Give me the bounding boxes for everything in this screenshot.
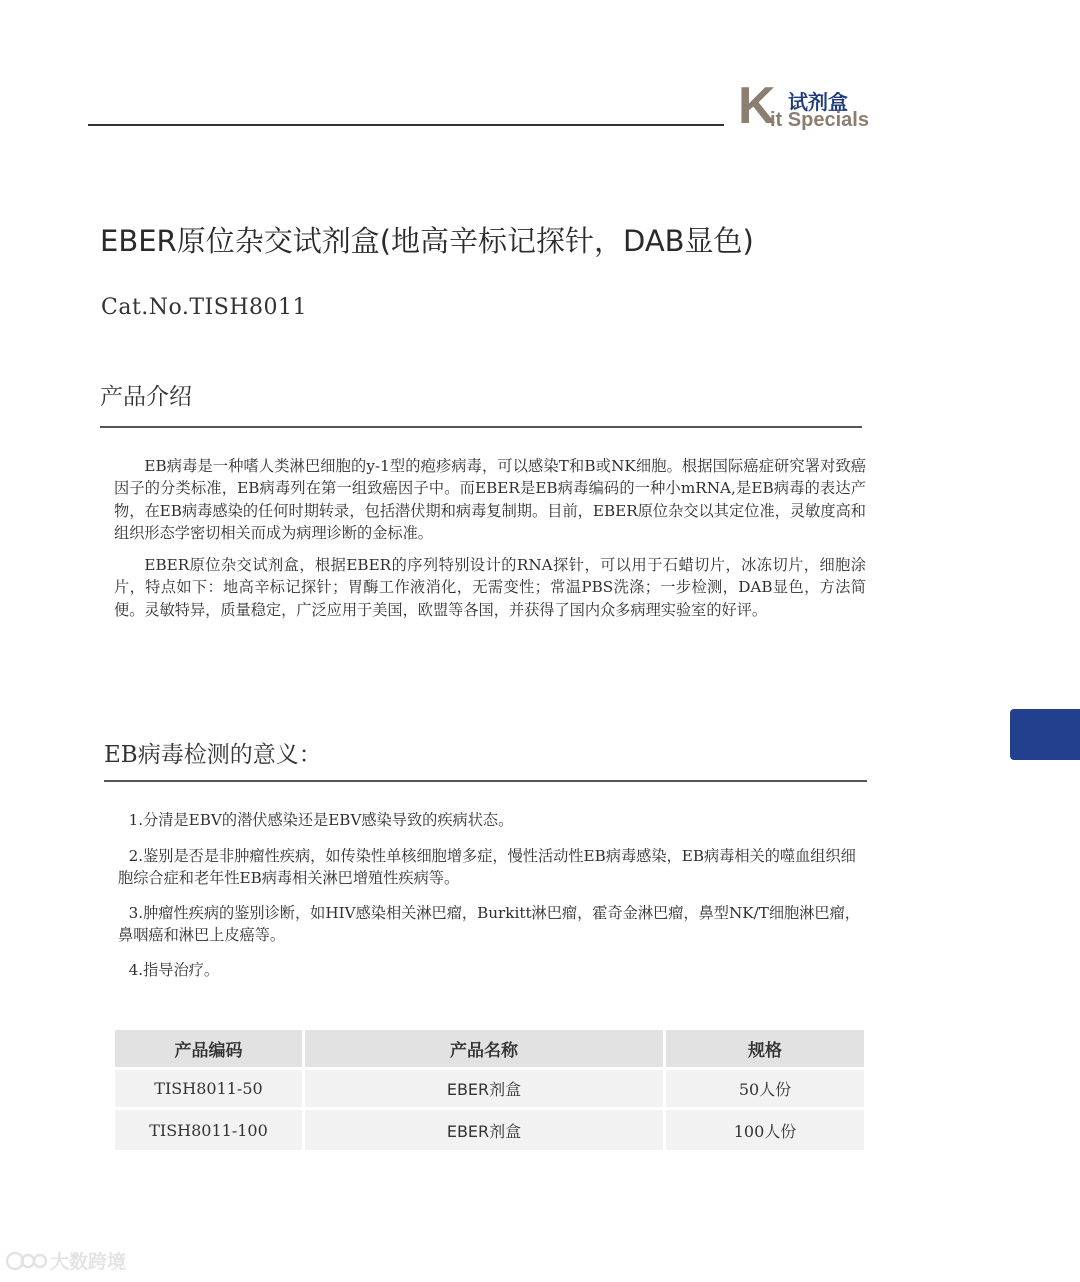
list-item: 3.肿瘤性疾病的鉴别诊断，如HIV感染相关淋巴瘤，Burkitt淋巴瘤，霍奇金淋巴瘤，鼻型NK/T细胞淋巴瘤，鼻咽癌和淋巴上皮癌等。 xyxy=(118,904,860,944)
page-title: EBER原位杂交试剂盒(地高辛标记探针，DAB显色) xyxy=(100,224,754,258)
cell-spec: 100人份 xyxy=(666,1110,864,1153)
list-item: 4.指导治疗。 xyxy=(128,961,220,979)
watermark xyxy=(6,1247,126,1274)
table-row xyxy=(115,1110,864,1153)
kit-specials-logo xyxy=(738,77,888,135)
intro-rule xyxy=(100,426,862,428)
side-section-tab xyxy=(1010,709,1080,760)
header-rule xyxy=(88,124,724,126)
significance-heading: EB病毒检测的意义： xyxy=(104,742,322,768)
intro-heading: 产品介绍 xyxy=(100,384,192,410)
cell-product-name: EBER剂盒 xyxy=(305,1110,666,1153)
cell-product-code: TISH8011-50 xyxy=(115,1070,305,1110)
watermark-text: 大数跨境 xyxy=(50,1251,127,1273)
intro-body xyxy=(114,455,866,631)
logo-en-text: it Specials xyxy=(770,109,869,131)
watermark-logo-icon xyxy=(6,1250,50,1272)
logo-letter: K xyxy=(738,77,776,135)
header-spec: 规格 xyxy=(666,1030,864,1070)
logo-cn-text: 试剂盒 xyxy=(788,90,848,114)
cell-product-code: TISH8011-100 xyxy=(115,1110,305,1153)
cell-spec: 50人份 xyxy=(666,1070,864,1110)
intro-paragraph: EBER原位杂交试剂盒，根据EBER的序列特别设计的RNA探针，可以用于石蜡切片，冰冻切片，细胞涂片，特点如下：地高辛标记探针；胃酶工作液消化，无需变性；常温PBS洗涤；一步检测，DAB显色，方法简便。灵敏特异，质量稳定，广泛应用于美国，欧盟等各国，并获得了国内众多病理实验室的好评。 xyxy=(114,556,866,619)
list-item: 1.分清是EBV的潜伏感染还是EBV感染导致的疾病状态。 xyxy=(128,811,514,829)
catalog-number: Cat.No.TISH8011 xyxy=(101,295,307,320)
product-table xyxy=(115,1030,864,1153)
header-product-name: 产品名称 xyxy=(305,1030,666,1070)
cell-product-name: EBER剂盒 xyxy=(305,1070,666,1110)
table-row xyxy=(115,1070,864,1110)
list-item: 2.鉴别是否是非肿瘤性疾病，如传染性单核细胞增多症，慢性活动性EB病毒感染，EB病毒相关的噬血组织细胞综合症和老年性EB病毒相关淋巴增殖性疾病等。 xyxy=(118,847,856,887)
table-header-row xyxy=(115,1030,864,1070)
intro-paragraph: EB病毒是一种嗜人类淋巴细胞的y-1型的疱疹病毒，可以感染T和B或NK细胞。根据国际癌症研究署对致癌因子的分类标准，EB病毒列在第一组致癌因子中。而EBER是EB病毒编码的一种小mRNA,是EB病毒的表达产物，在EB病毒感染的任何时期转录，包括潜伏期和病毒复制期。目前，EBER原位杂交以其定位准，灵敏度高和组织形态学密切相关而成为病理诊断的金标准。 xyxy=(114,457,866,542)
significance-rule xyxy=(104,780,867,782)
header-product-code: 产品编码 xyxy=(115,1030,305,1070)
